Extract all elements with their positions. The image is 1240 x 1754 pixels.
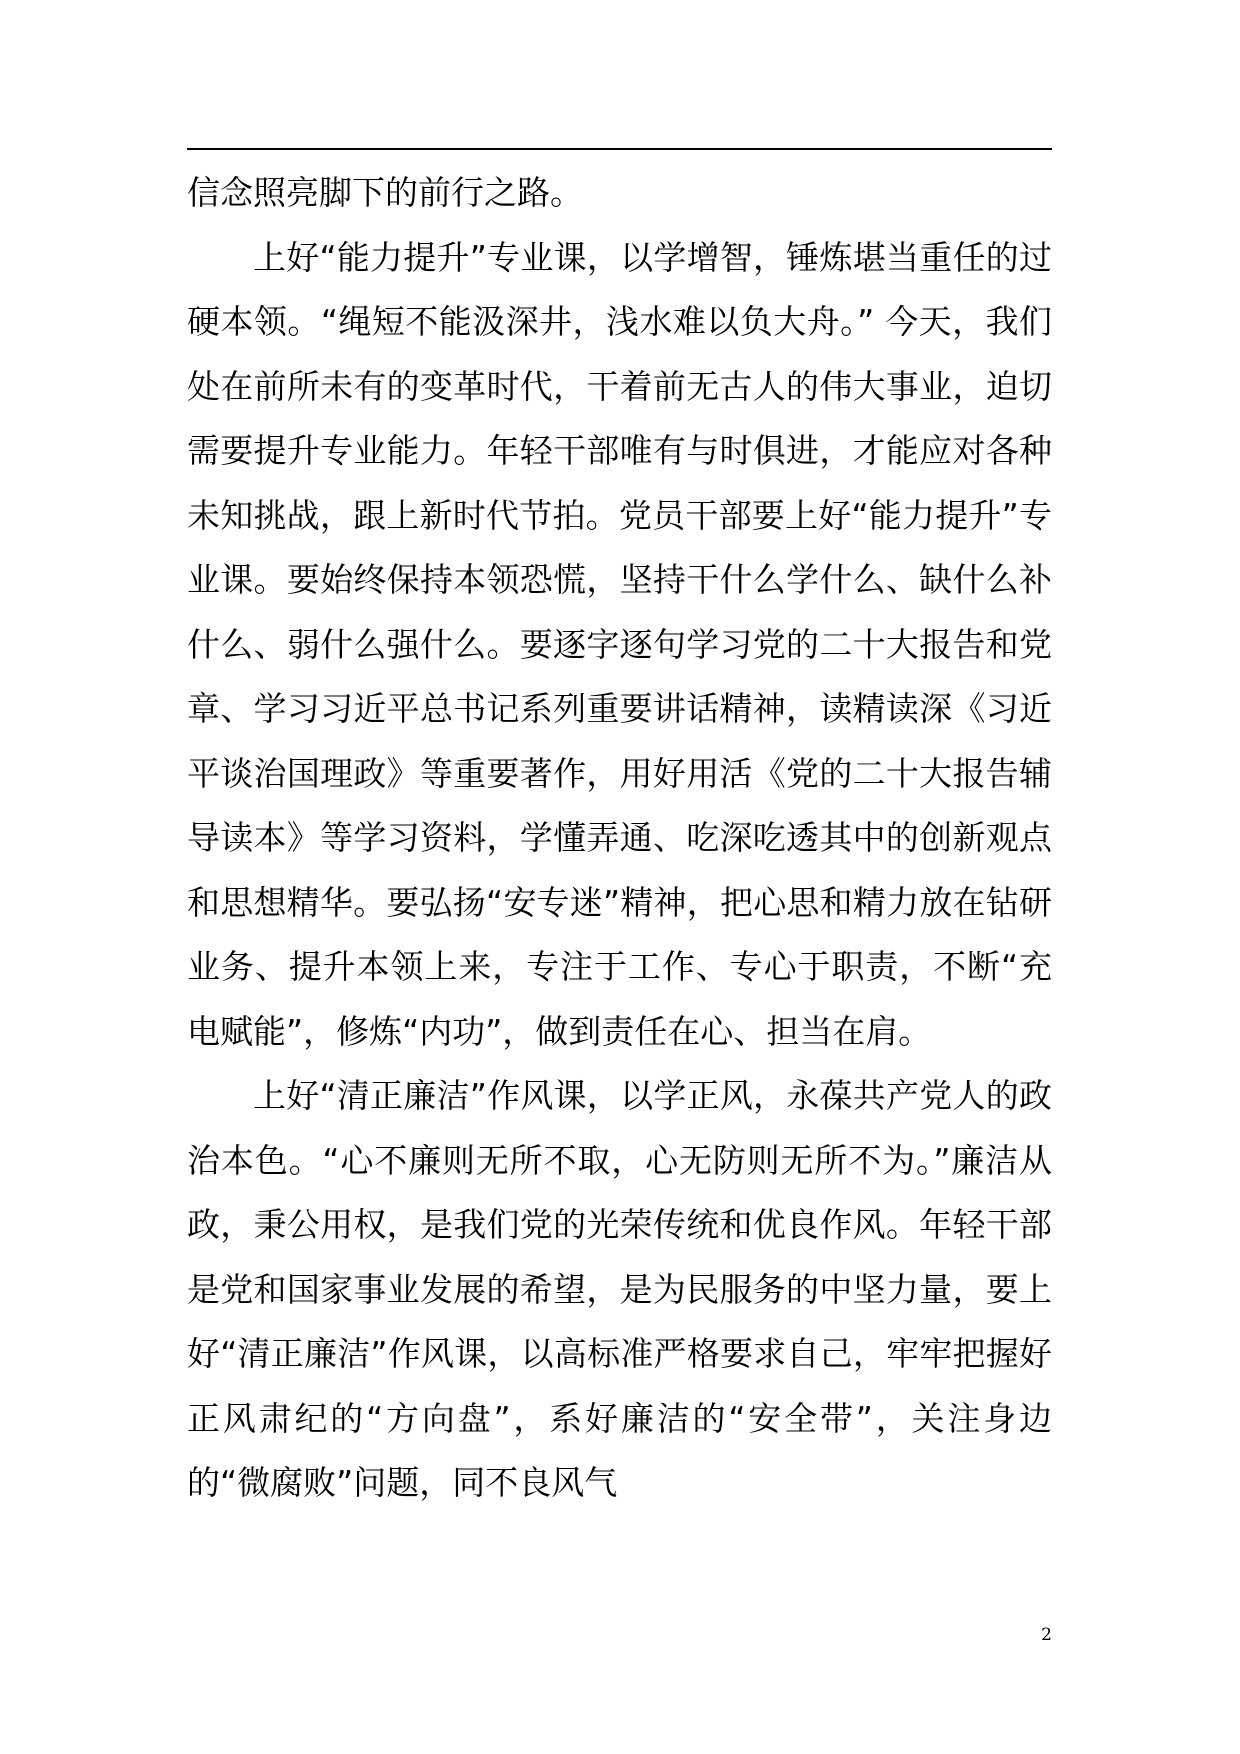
paragraph-1: 信念照亮脚下的前行之路。: [187, 173, 583, 212]
paragraph-3: 上好“清正廉洁”作风课，以学正风，永葆共产党人的政治本色。“心不廉则无所不取，心无防则无所不为。”廉洁从政，秉公用权，是我们党的光荣传统和优良作风。年轻干部是党和国家事业发展的希望，是为民服务的中坚力量，要上好“清正廉洁”作风课，以高标准严格要求自己，牢牢把握好正风肃纪的“方向盘”，系好廉洁的“安全带”，关注身边的“微腐败”问题，同不良风气: [187, 1076, 1052, 1502]
paragraph-2: 上好“能力提升”专业课，以学增智，锤炼堪当重任的过硬本领。“绳短不能汲深井，浅水难以负大舟。” 今天，我们处在前所未有的变革时代，干着前无古人的伟大事业，迫切需要提升专业能力。年轻干部唯有与时俱进，才能应对各种未知挑战，跟上新时代节拍。党员干部要上好“能力提升”专业课。要始终保持本领恐慌，坚持干什么学什么、缺什么补什么、弱什么强什么。要逐字逐句学习党的二十大报告和党章、学习习近平总书记系列重要讲话精神，读精读深《习近平谈治国理政》等重要著作，用好用活《党的二十大报告辅导读本》等学习资料，学懂弄通、吃深吃透其中的创新观点和思想精华。要弘扬“安专迷”精神，把心思和精力放在钻研业务、提升本领上来，专注于工作、专心于职责，不断“充电赋能”，修炼“内功”，做到责任在心、担当在肩。: [187, 237, 1052, 1051]
header-rule: [187, 148, 1052, 150]
body-text: [187, 161, 1052, 1516]
page-number: 2: [1041, 1625, 1052, 1645]
